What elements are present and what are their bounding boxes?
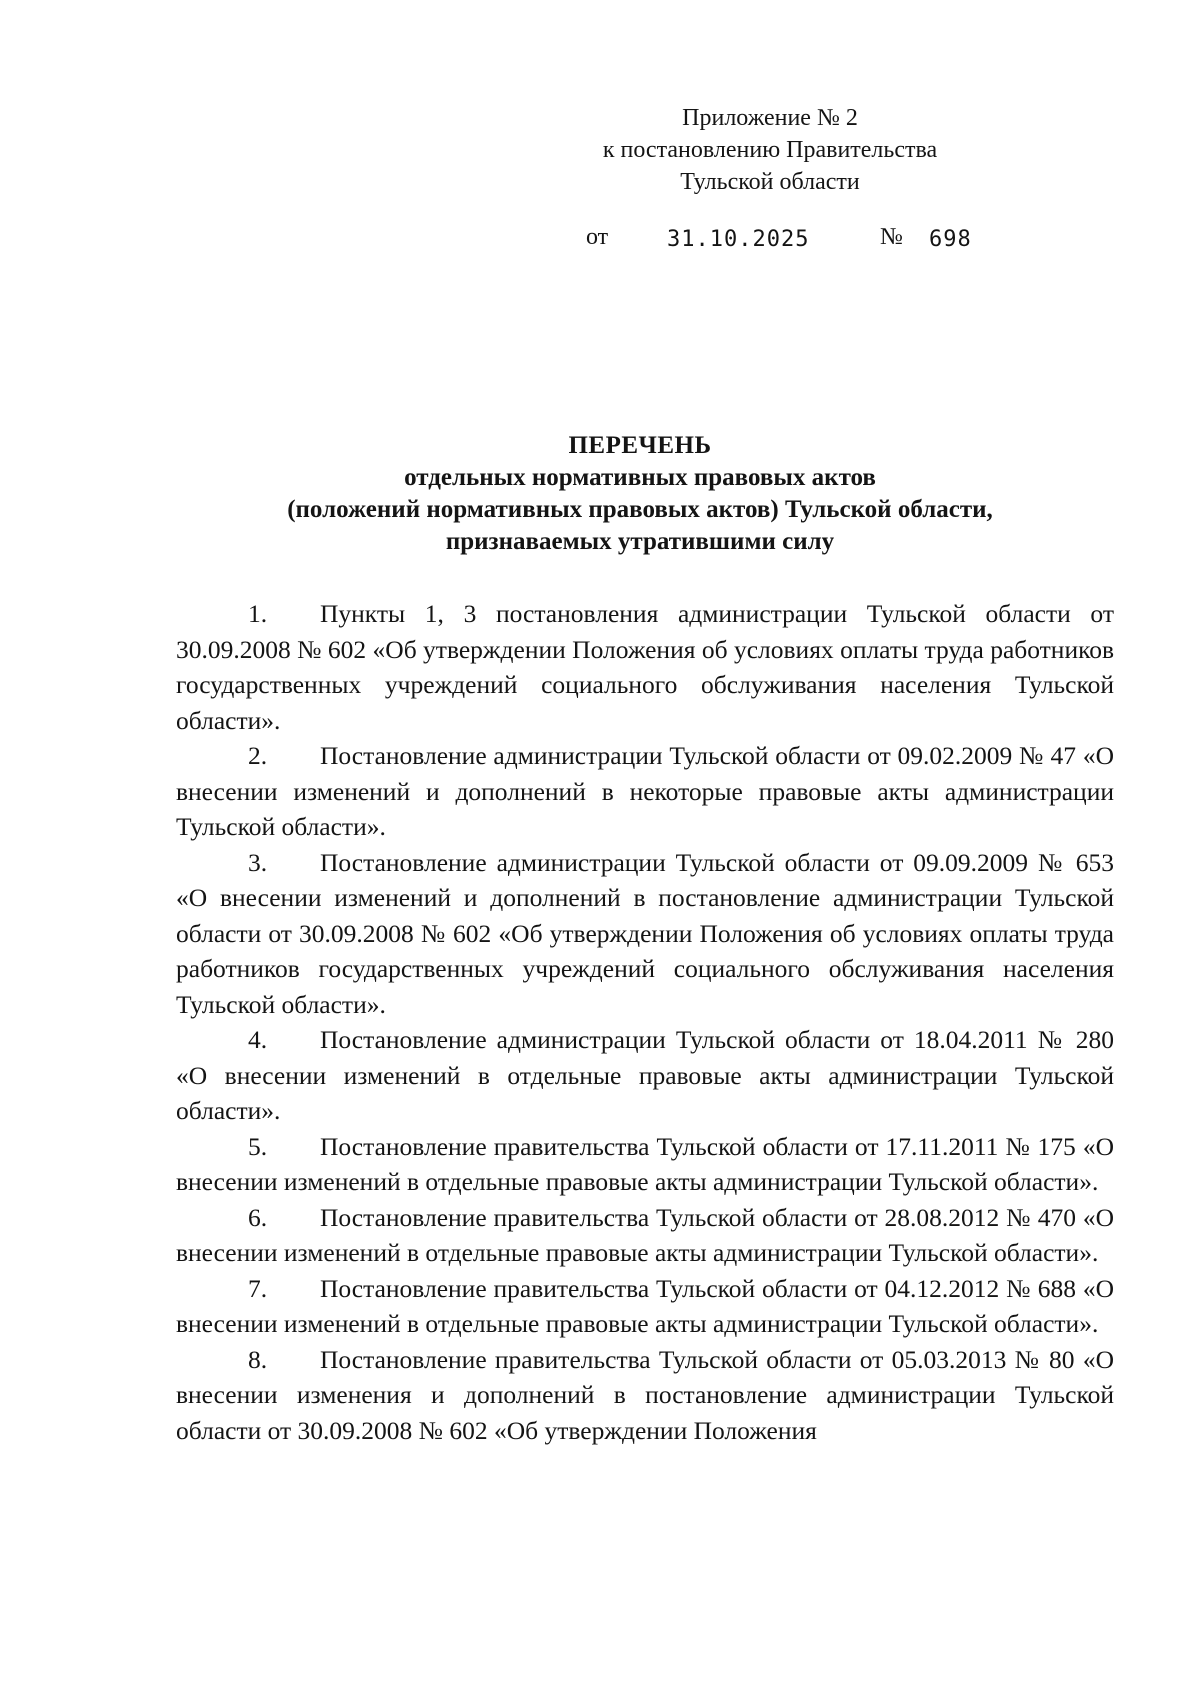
item-number: 8. [248, 1344, 268, 1374]
item-text: Пункты 1, 3 постановления администрации Тульской области от 30.09.2008 № 602 «Об утверждении Положения об условиях оплаты труда работников государственных учреждений социального обслуживания населения Тульской области». [176, 599, 1114, 735]
item-number: 1. [248, 599, 268, 628]
appendix-line-2: к постановлению Правительства [602, 137, 938, 163]
appendix-line-3: Тульской области [680, 169, 860, 195]
title-line-4: признаваемых утратившими силу [445, 528, 835, 555]
title-line-3: (положений нормативных правовых актов) Тульской области, [287, 496, 993, 523]
list-item [176, 1200, 1114, 1271]
list-item [176, 1342, 1114, 1449]
item-text: Постановление правительства Тульской области от 28.08.2012 № 470 «О внесении изменений в отдельные правовые акты администрации Тульской области». [176, 1202, 1114, 1267]
from-label: от [586, 224, 609, 250]
item-text: Постановление администрации Тульской области от 18.04.2011 № 280 «О внесении изменений в отдельные правовые акты администрации Тульской области». [176, 1025, 1114, 1125]
item-number: 5. [248, 1131, 268, 1161]
item-number: 2. [248, 741, 268, 770]
item-number: 4. [248, 1025, 268, 1054]
number-sign: № [880, 224, 903, 250]
appendix-heading [560, 102, 980, 198]
list-item [176, 1129, 1114, 1200]
item-text: Постановление правительства Тульской области от 17.11.2011 № 175 «О внесении изменений в отдельные правовые акты администрации Тульской области». [176, 1131, 1114, 1196]
resolution-dateline [0, 224, 1200, 258]
item-number: 6. [248, 1202, 268, 1232]
resolution-number: 698 [929, 227, 972, 252]
title-line-1: ПЕРЕЧЕНЬ [568, 432, 712, 459]
item-number: 7. [248, 1273, 268, 1303]
list-item [176, 738, 1114, 845]
item-text: Постановление правительства Тульской области от 05.03.2013 № 80 «О внесении изменения и дополнений в постановление администрации Тульской области от 30.09.2008 № 602 «Об утверждении Положения [176, 1344, 1114, 1445]
list-item [176, 845, 1114, 1023]
list-item [176, 1022, 1114, 1129]
document-title [170, 430, 1110, 558]
item-text: Постановление правительства Тульской области от 04.12.2012 № 688 «О внесении изменений в отдельные правовые акты администрации Тульской области». [176, 1273, 1114, 1338]
item-number: 3. [248, 847, 268, 877]
resolution-date: 31.10.2025 [667, 227, 810, 252]
item-text: Постановление администрации Тульской области от 09.09.2009 № 653 «О внесении изменений и дополнений в постановление администрации Тульской области от 30.09.2008 № 602 «Об утверждении Положения об условиях оплаты труда работников государственных учреждений социального обслуживания населения Тульской области». [176, 847, 1114, 1019]
item-text: Постановление администрации Тульской области от 09.02.2009 № 47 «О внесении изменений и дополнений в некоторые правовые акты администрации Тульской области». [176, 741, 1114, 841]
title-line-2: отдельных нормативных правовых актов [404, 464, 876, 491]
items-list [176, 596, 1114, 1448]
appendix-line-1: Приложение № 2 [682, 105, 858, 131]
list-item [176, 1271, 1114, 1342]
list-item [176, 596, 1114, 738]
